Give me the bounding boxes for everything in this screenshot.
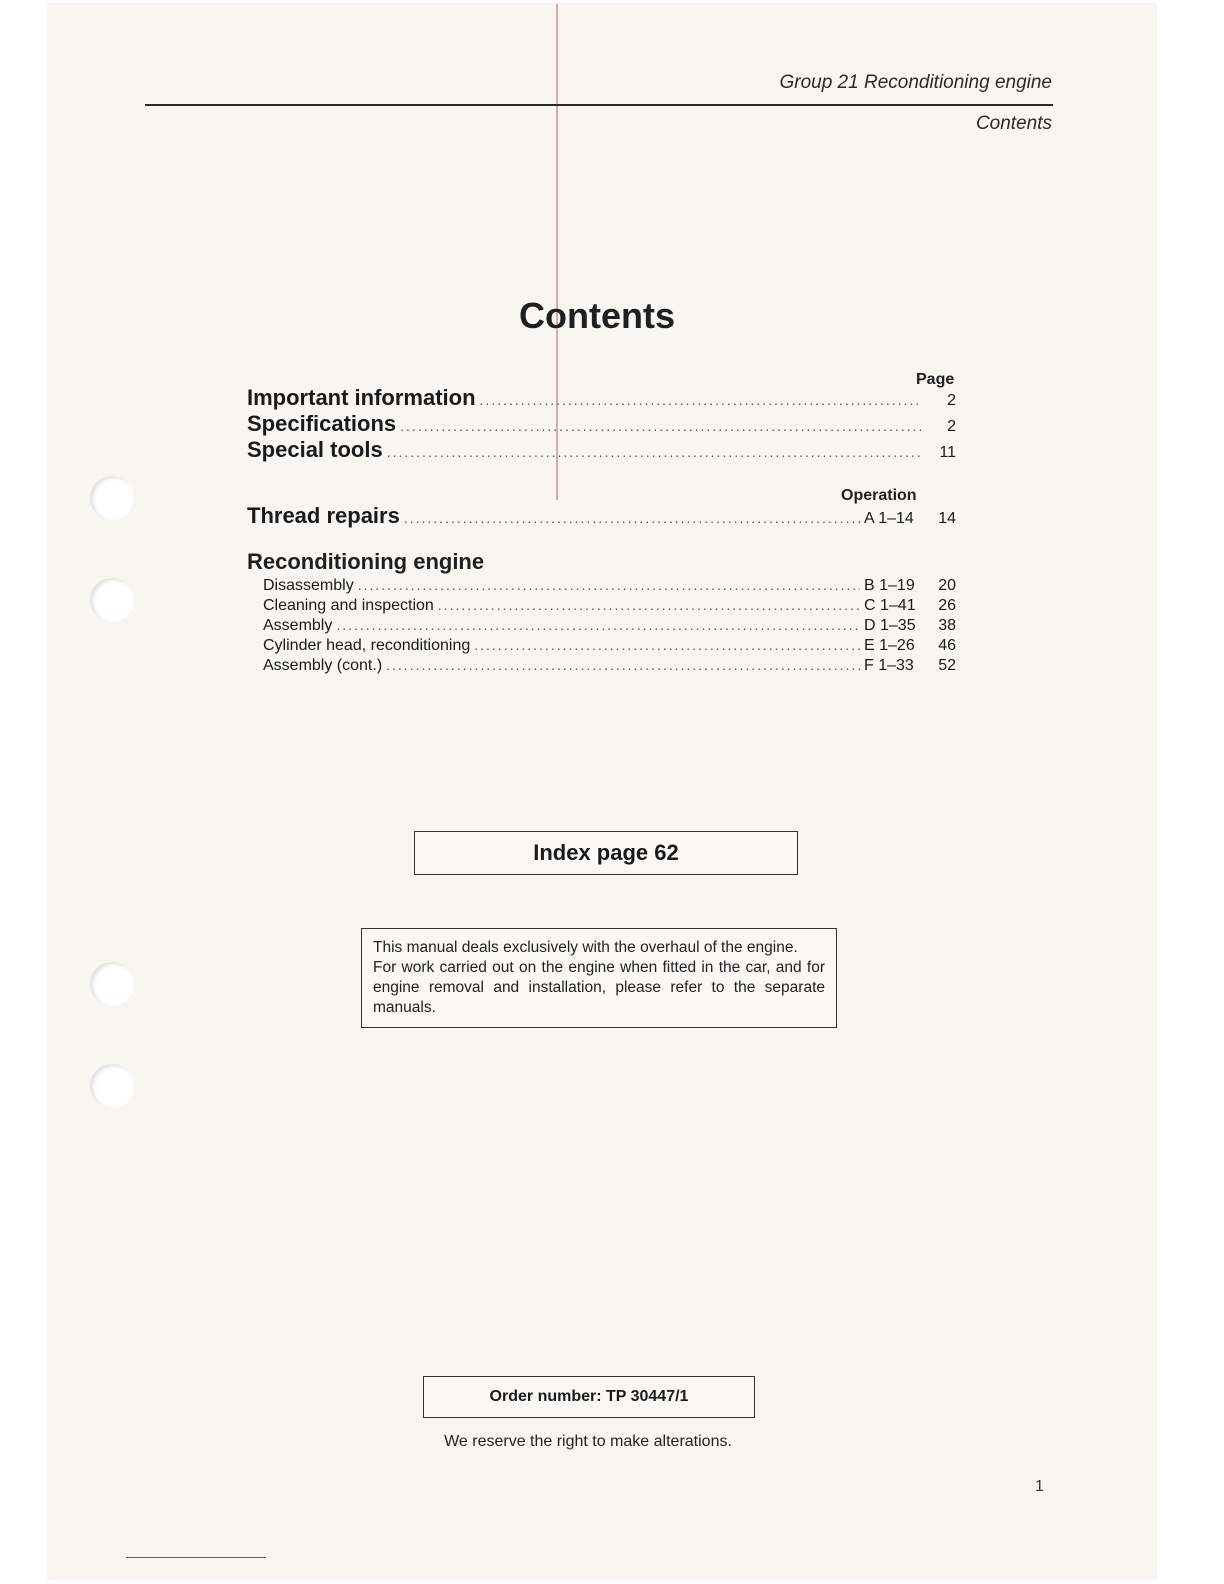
toc-subentry-operation: F 1–33 <box>864 657 914 674</box>
header-section-title: Contents <box>975 113 1052 134</box>
dot-leader <box>336 617 860 633</box>
document-page <box>48 4 1156 1579</box>
toc-entry-title: Special tools <box>247 437 383 462</box>
toc-subentry[interactable] <box>263 577 956 595</box>
toc-subentry-operation: B 1–19 <box>864 577 915 594</box>
page-column-heading: Page <box>916 371 955 388</box>
toc-subentry[interactable] <box>263 657 956 675</box>
toc-subentry-page: 52 <box>938 657 956 674</box>
binder-hole <box>90 476 134 520</box>
toc-entry-page: 2 <box>947 392 956 409</box>
toc-subentry-page: 38 <box>938 617 956 634</box>
binder-hole <box>90 578 134 622</box>
toc-entry[interactable] <box>247 437 956 463</box>
toc-subentry-title: Disassembly <box>263 577 354 594</box>
reserve-rights-text: We reserve the right to make alterations. <box>444 1433 732 1450</box>
toc-subentry-operation: C 1–41 <box>864 597 916 614</box>
order-number-box: Order number: TP 30447/1 <box>423 1376 755 1418</box>
dot-leader <box>480 392 922 408</box>
dot-leader <box>386 657 860 673</box>
toc-entry-title: Important information <box>247 385 476 410</box>
dot-leader <box>387 444 922 460</box>
toc-subentry[interactable] <box>263 637 956 655</box>
scan-edge-line <box>126 1557 266 1558</box>
toc-subentry-title: Cleaning and inspection <box>263 597 434 614</box>
binder-hole <box>90 1064 134 1108</box>
dot-leader <box>474 637 860 653</box>
toc-entry-title: Specifications <box>247 411 397 436</box>
dot-leader <box>438 597 860 613</box>
toc-subentry[interactable] <box>263 617 956 635</box>
toc-subentry-operation: D 1–35 <box>864 617 916 634</box>
toc-subentry-title: Cylinder head, reconditioning <box>263 637 471 654</box>
operation-column-heading: Operation <box>841 487 917 504</box>
toc-entry[interactable] <box>247 411 956 437</box>
toc-subentry[interactable] <box>263 597 956 615</box>
dot-leader <box>400 418 922 434</box>
section-heading: Reconditioning engine <box>247 549 485 574</box>
index-page-box[interactable]: Index page 62 <box>414 831 798 875</box>
page-title: Contents <box>519 295 675 336</box>
toc-subentry-title: Assembly (cont.) <box>263 657 383 674</box>
toc-entry-page: 2 <box>947 418 956 435</box>
toc-entry-page: 11 <box>939 444 956 461</box>
binder-hole <box>90 962 134 1006</box>
page-number: 1 <box>1035 1478 1044 1495</box>
header-group-title: Group 21 Reconditioning engine <box>779 72 1052 93</box>
toc-subentry-page: 20 <box>938 577 956 594</box>
toc-entry[interactable] <box>247 503 956 529</box>
note-line: This manual deals exclusively with the overhaul of the engine. <box>373 939 798 956</box>
toc-subentry-title: Assembly <box>263 617 333 634</box>
toc-entry[interactable] <box>247 385 956 411</box>
toc-subentry-page: 46 <box>938 637 956 654</box>
dot-leader <box>358 577 860 593</box>
manual-scope-note <box>361 928 837 1028</box>
toc-entry-operation: A 1–14 <box>864 510 914 527</box>
toc-entry-title: Thread repairs <box>247 503 400 528</box>
header-rule <box>145 104 1053 106</box>
toc-subentry-page: 26 <box>938 597 956 614</box>
note-line: For work carried out on the engine when fitted in the car, and for engine removal and installation, please refer to the separate manuals. <box>373 959 825 1016</box>
dot-leader <box>404 510 860 526</box>
toc-subentry-operation: E 1–26 <box>864 637 915 654</box>
toc-entry-page: 14 <box>938 510 956 527</box>
